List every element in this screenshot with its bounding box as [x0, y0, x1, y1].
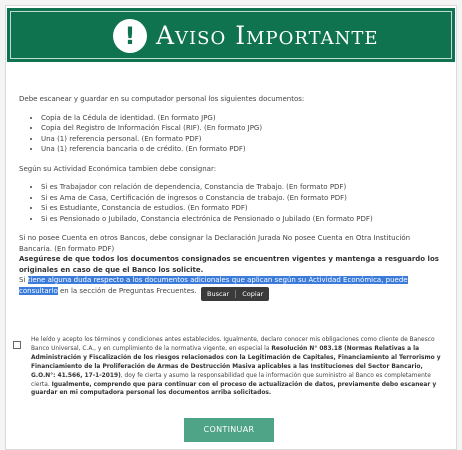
- doubt-suffix: en la sección de Preguntas Frecuentes.: [57, 286, 197, 295]
- selection-context-menu: [201, 287, 269, 301]
- econ-docs-list: [19, 182, 444, 224]
- ensure-note: Asegúrese de que todos los documentos consignados se encuentren vigentes y mantenga a resguardo los originales en caso de que el Banco los solicite.: [19, 255, 439, 274]
- terms-resolution: Resolución N° 083.18 (Normas Relativas a la Administración y Fiscalización de los riesgos relacionados con la Legitimación de Capitales, Financiamiento al Terrorismo y Financiamiento de la Proliferación de Armas de Destrucción Masiva aplicables a las Instituciones del Sector Bancario, G.O.N°: 41.566, 17-1-2019): [31, 345, 441, 379]
- list-item: • Copia del Registro de Información Fiscal (RIF). (En formato JPG): [41, 123, 444, 134]
- no-account-note: Si no posee Cuenta en otros Bancos, debe consignar la Declaración Jurada No posee Cuenta en Otra Institución Bancaria. (En formato PDF): [19, 234, 411, 253]
- list-item: • Copia de la Cédula de identidad. (En formato JPG): [41, 113, 444, 124]
- modal-title: Aviso Importante: [156, 21, 379, 50]
- terms-part-2: , doy fe cierta y asumo la responsabilidad que la información que suministro al Banco es completamente cierta.: [31, 372, 431, 388]
- econ-intro: Según su Actividad Económica tambien debe consignar:: [19, 164, 217, 173]
- continue-button[interactable]: CONTINUAR: [184, 418, 274, 442]
- search-menu-item[interactable]: Buscar: [207, 290, 230, 298]
- list-item: • Si es Trabajador con relación de dependencia, Constancia de Trabajo. (En formato PDF): [41, 182, 444, 193]
- list-item: • Si es Ama de Casa, Certificación de ingresos o Constancia de trabajo. (En formato PDF): [41, 193, 444, 204]
- terms-part-1: He leído y acepto los términos y condiciones antes establecidos. Igualmente, declaro conocer mis obligaciones como cliente de Banesco Banco Universal, C.A., y en cumplimiento de la normativa vigente, en especial la: [31, 337, 435, 352]
- header-frame: [10, 11, 452, 59]
- docs-intro: Debe escanear y guardar en su computador personal los siguientes documentos:: [19, 95, 305, 103]
- list-item: • Una (1) referencia personal. (En formato PDF): [41, 134, 444, 145]
- copy-menu-item[interactable]: Copiar: [242, 290, 264, 298]
- terms-text: [31, 336, 446, 398]
- docs-list: [19, 113, 444, 155]
- modal-header: [7, 8, 455, 62]
- accept-terms-checkbox[interactable]: [13, 341, 21, 349]
- list-item: • Si es Estudiante, Constancia de estudios. (En formato PDF): [41, 203, 444, 214]
- exclamation-icon: !: [113, 19, 147, 53]
- doubt-prefix: Si: [19, 276, 28, 284]
- terms-commitment: Igualmente, comprendo que para continuar con el proceso de actualización de datos, previamente debo escanear y guardar en mi computadora personal los documentos arriba solicitados.: [31, 381, 437, 397]
- modal-content: [19, 94, 444, 296]
- list-item: • Una (1) referencia bancaria o de crédito. (En formato PDF): [41, 144, 444, 155]
- selected-text[interactable]: tiene alguna duda respecto a los documentos adicionales que aplican según su Actividad Económica, puede consultarlo: [19, 276, 408, 295]
- list-item: • Si es Pensionado o Jubilado, Constancia electrónica de Pensionado o Jubilado (En formato PDF): [41, 214, 444, 225]
